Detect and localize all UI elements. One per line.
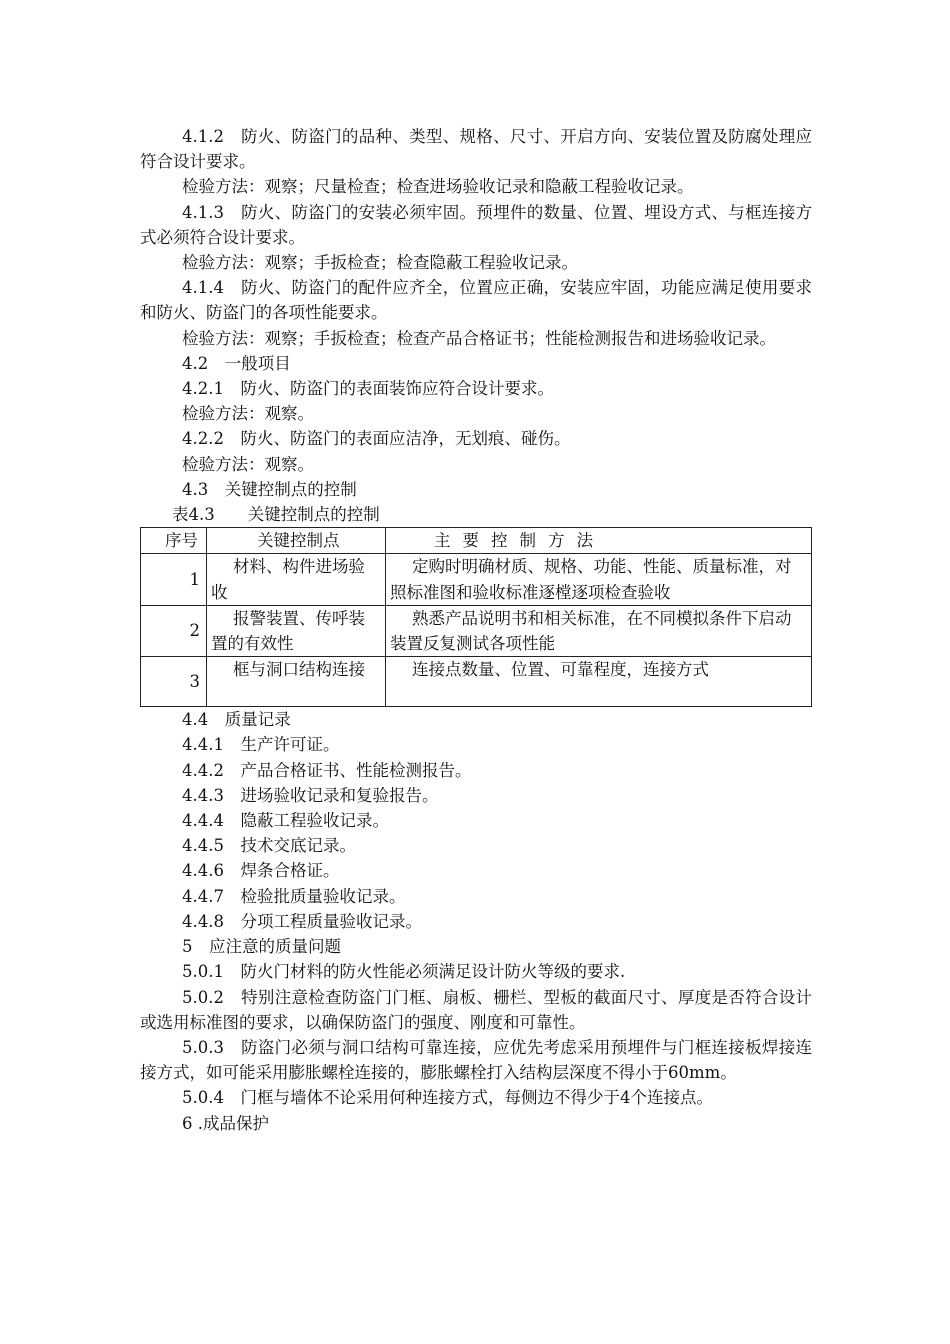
row-seq: 2: [141, 605, 207, 656]
table-row: [141, 605, 812, 656]
heading-4-4: 4.4 质量记录: [182, 710, 291, 730]
table-row: [141, 554, 812, 605]
row-control-point: 框与洞口结构连接: [207, 657, 386, 707]
header-seq: 序号: [141, 528, 207, 554]
list-item: 4.4.3 进场验收记录和复验报告。: [182, 785, 439, 805]
table-header-row: [141, 528, 812, 554]
heading-4-2: 4.2 一般项目: [182, 353, 291, 373]
paragraph-4-1-4: 4.1.4 防火、防盗门的配件应齐全，位置应正确，安装应牢固，功能应满足使用要求和防火、防盗门的各项性能要求。: [140, 278, 812, 323]
table-caption: 表4.3 关键控制点的控制: [172, 505, 380, 525]
paragraph-4-2-2: 4.2.2 防火、防盗门的表面应洁净，无划痕、碰伤。: [182, 429, 571, 449]
row-control-method: 连接点数量、位置、可靠程度，连接方式: [386, 657, 812, 707]
section-before-table: [140, 124, 812, 527]
row-control-method: 熟悉产品说明书和相关标准，在不同模拟条件下启动装置反复测试各项性能: [386, 605, 812, 656]
table-row: [141, 657, 812, 707]
paragraph-4-2-1: 4.2.1 防火、防盗门的表面装饰应符合设计要求。: [182, 379, 554, 399]
document-page: [140, 124, 812, 1136]
inspection-method-4-1-4: 检验方法：观察；手扳检查；检查产品合格证书；性能检测报告和进场验收记录。: [182, 328, 776, 348]
inspection-method-4-2-2: 检验方法：观察。: [182, 454, 314, 474]
section-after-table: [140, 707, 812, 1135]
row-seq: 1: [141, 554, 207, 605]
row-control-point: 材料、构件进场验收: [207, 554, 386, 605]
list-item: 4.4.7 检验批质量验收记录。: [182, 886, 406, 906]
heading-5: 5 应注意的质量问题: [182, 937, 341, 957]
paragraph-5-0-1: 5.0.1 防火门材料的防火性能必须满足设计防火等级的要求.: [182, 962, 626, 982]
inspection-method-4-1-2: 检验方法：观察；尺量检查；检查进场验收记录和隐蔽工程验收记录。: [182, 177, 694, 197]
list-item: 4.4.5 技术交底记录。: [182, 836, 356, 856]
key-control-table: [140, 527, 812, 707]
header-control-point: 关键控制点: [207, 528, 386, 554]
paragraph-4-1-3: 4.1.3 防火、防盗门的安装必须牢固。预埋件的数量、位置、埋设方式、与框连接方式必须符合设计要求。: [140, 202, 812, 247]
list-item: 4.4.6 焊条合格证。: [182, 861, 340, 881]
inspection-method-4-2-1: 检验方法：观察。: [182, 404, 314, 424]
list-item: 4.4.4 隐蔽工程验收记录。: [182, 811, 389, 831]
paragraph-4-1-2: 4.1.2 防火、防盗门的品种、类型、规格、尺寸、开启方向、安装位置及防腐处理应符合设计要求。: [140, 127, 812, 172]
row-control-method: 定购时明确材质、规格、功能、性能、质量标准，对照标准图和验收标准逐樘逐项检查验收: [386, 554, 812, 605]
header-control-method: 主要控制方法: [386, 528, 812, 554]
list-item: 4.4.2 产品合格证书、性能检测报告。: [182, 760, 472, 780]
heading-6: 6 .成品保护: [182, 1113, 269, 1133]
row-seq: 3: [141, 657, 207, 707]
list-item: 4.4.8 分项工程质量验收记录。: [182, 911, 422, 931]
heading-4-3: 4.3 关键控制点的控制: [182, 479, 357, 499]
inspection-method-4-1-3: 检验方法：观察；手扳检查；检查隐蔽工程验收记录。: [182, 253, 578, 273]
row-control-point: 报警装置、传呼装置的有效性: [207, 605, 386, 656]
paragraph-5-0-2: 5.0.2 特别注意检查防盗门门框、扇板、栅栏、型板的截面尺寸、厚度是否符合设计或选用标准图的要求，以确保防盗门的强度、刚度和可靠性。: [140, 987, 812, 1032]
list-item: 4.4.1 生产许可证。: [182, 735, 340, 755]
paragraph-5-0-4: 5.0.4 门框与墙体不论采用何种连接方式，每侧边不得少于4个连接点。: [182, 1088, 713, 1108]
paragraph-5-0-3: 5.0.3 防盗门必须与洞口结构可靠连接，应优先考虑采用预埋件与门框连接板焊接连接方式，如可能采用膨胀螺栓连接的，膨胀螺栓打入结构层深度不得小于60mm。: [140, 1037, 812, 1083]
